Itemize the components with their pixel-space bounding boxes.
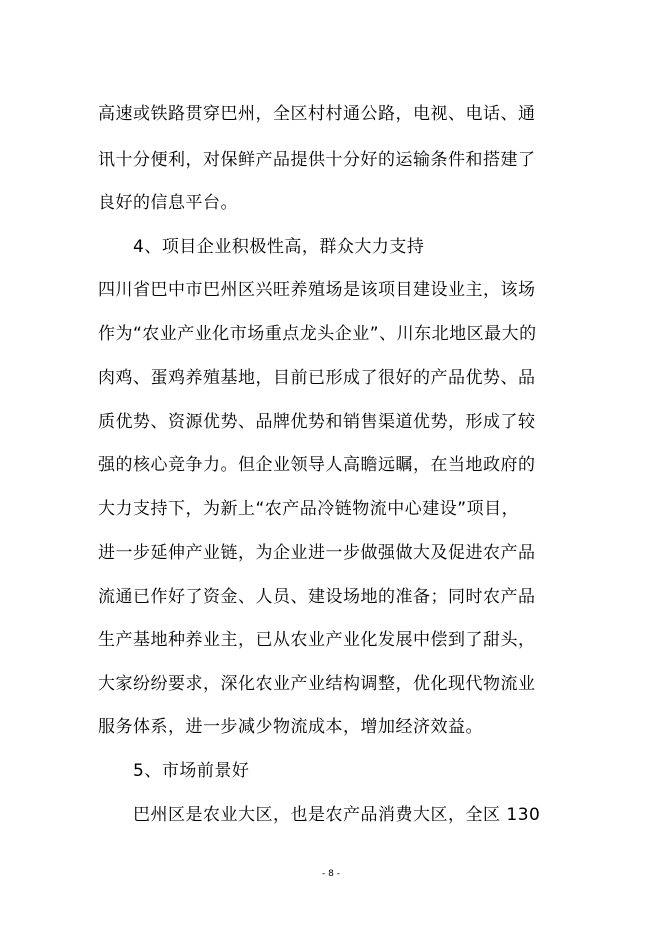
paragraph-line: 良好的信息平台。 — [98, 193, 238, 213]
paragraph-line: 进一步延伸产业链，为企业进一步做强做大及促进农产品 — [98, 543, 536, 563]
page-number: - 8 - — [322, 869, 340, 879]
paragraph-line: 服务体系，进一步减少物流成本，增加经济效益。 — [98, 717, 483, 737]
paragraph-line: 巴州区是农业大区，也是农产品消费大区，全区 130 — [133, 805, 541, 825]
section-heading: 5、市场前景好 — [133, 761, 250, 781]
paragraph-line: 作为“农业产业化市场重点龙头企业”、川东北地区最大的 — [98, 324, 537, 344]
paragraph-line: 生产基地种养业主，已从农业产业化发展中偿到了甜头， — [98, 630, 536, 650]
paragraph-line: 高速或铁路贯穿巴州，全区村村通公路，电视、电话、通 — [98, 104, 536, 124]
section-heading: 4、项目企业积极性高，群众大力支持 — [133, 237, 425, 257]
paragraph-line: 流通已作好了资金、人员、建设场地的准备；同时农产品 — [98, 587, 536, 607]
paragraph-line: 大力支持下，为新上“农产品冷链物流中心建设”项目， — [98, 499, 520, 519]
paragraph-line: 讯十分便利，对保鲜产品提供十分好的运输条件和搭建了 — [98, 150, 536, 170]
paragraph-line: 强的核心竞争力。但企业领导人高瞻远瞩，在当地政府的 — [98, 455, 536, 475]
paragraph-line: 质优势、资源优势、品牌优势和销售渠道优势，形成了较 — [98, 412, 536, 432]
paragraph-line: 肉鸡、蛋鸡养殖基地，目前已形成了很好的产品优势、品 — [98, 368, 536, 388]
paragraph-line: 大家纷纷要求，深化农业产业结构调整，优化现代物流业 — [98, 674, 536, 694]
paragraph-line: 四川省巴中市巴州区兴旺养殖场是该项目建设业主，该场 — [98, 280, 536, 300]
